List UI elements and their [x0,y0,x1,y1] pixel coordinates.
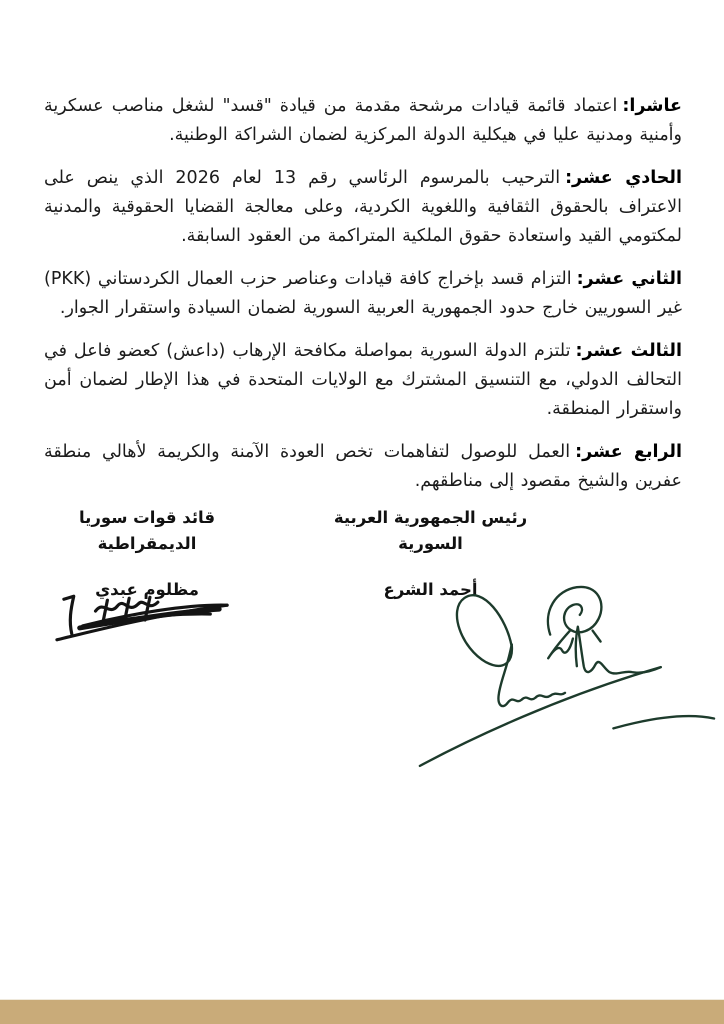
signatory-president-title: رئيس الجمهورية العربية السورية [333,508,528,553]
bottom-gold-band [0,999,724,1024]
clause-14 [44,438,682,496]
clause-10-lead: عاشرا: [622,96,682,116]
clause-14-lead: الرابع عشر: [575,442,683,462]
clause-11-text: الترحيب بالمرسوم الرئاسي رقم 13 لعام 2026 الذي ينص على الاعتراف بالحقوق الثقافية واللغوية الكردية، وعلى معالجة القضايا الحقوقية والمدنية لمكتومي القيد واستعادة حقوق الملكية المتراكمة من العقود السابقة. [44,168,682,246]
clause-10 [44,92,682,150]
signature-ahmad-alsharaa [412,580,718,780]
clause-12-lead: الثاني عشر: [576,269,682,289]
clause-13-lead: الثالث عشر: [575,341,682,361]
clause-12-text: التزام قسد بإخراج كافة قيادات وعناصر حزب العمال الكردستاني (PKK) غير السوريين خارج حدود الجمهورية العربية السورية لضمان السيادة واستقرار الجوار. [44,269,682,318]
signature-mazloum-abdi [50,589,238,651]
clause-10-text: اعتماد قائمة قيادات مرشحة مقدمة من قيادة "قسد" لشغل مناصب عسكرية وأمنية ومدنية عليا في هيكلية الدولة المركزية لضمان الشراكة الوطنية. [44,96,682,145]
clause-12 [44,265,682,323]
clause-13 [44,337,682,424]
clause-11 [44,164,682,251]
clause-11-lead: الحادي عشر: [565,168,682,188]
signatory-sdf-commander-name: مظلوم عبدي [95,580,199,599]
signatory-president-name: أحمد الشرع [383,580,478,599]
clauses-block [44,92,682,510]
clause-13-text: تلتزم الدولة السورية بمواصلة مكافحة الإرهاب (داعش) كعضو فاعل في التحالف الدولي، مع التنسيق المشترك مع الولايات المتحدة في هذا الإطار لضمان أمن واستقرار المنطقة. [44,341,682,419]
clause-14-text: العمل للوصول لتفاهمات تخص العودة الآمنة والكريمة لأهالي منطقة عفرين والشيخ مقصود إلى مناطقهم. [44,442,682,491]
signatory-sdf-commander-title: قائد قوات سوريا الديمقراطية [78,508,216,553]
